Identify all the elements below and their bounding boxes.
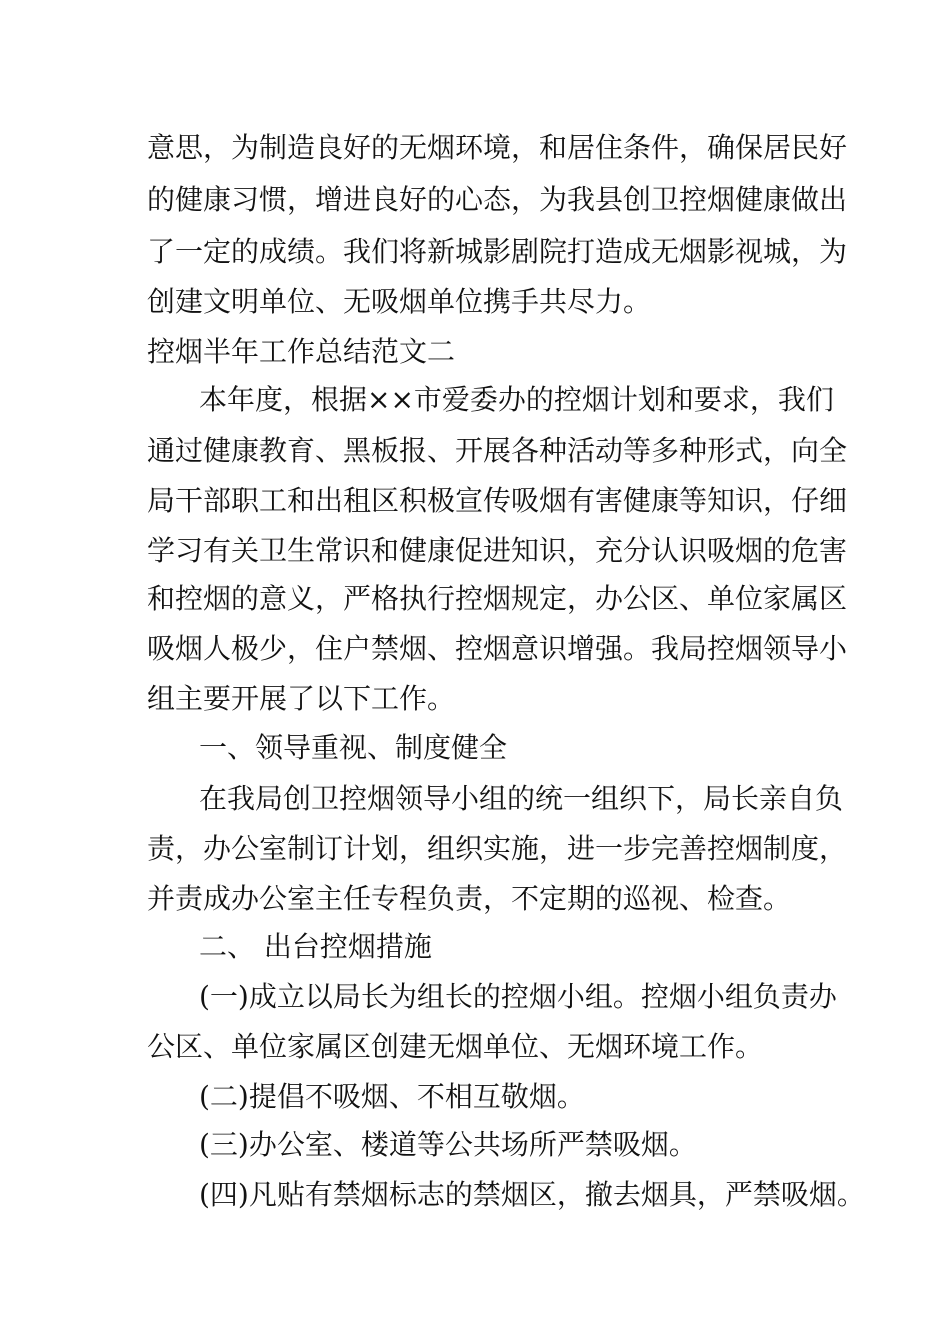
list-item: (四)凡贴有禁烟标志的禁烟区，撤去烟具，严禁吸烟。 (199, 1178, 865, 1211)
section-heading: 控烟半年工作总结范文二 (147, 335, 456, 368)
text-line: 和控烟的意义，严格执行控烟规定，办公区、单位家属区 (147, 582, 848, 615)
text-line: 公区、单位家属区创建无烟单位、无烟环境工作。 (147, 1030, 764, 1063)
text-line: 学习有关卫生常识和健康促进知识，充分认识吸烟的危害 (147, 534, 848, 567)
text-line: 的健康习惯，增进良好的心态，为我县创卫控烟健康做出 (147, 183, 848, 216)
text-line: 责，办公室制订计划，组织实施，进一步完善控烟制度， (147, 832, 848, 865)
text-line: 吸烟人极少，住户禁烟、控烟意识增强。我局控烟领导小 (147, 632, 848, 665)
list-item: (二)提倡不吸烟、不相互敬烟。 (199, 1080, 585, 1113)
list-item: (一)成立以局长为组长的控烟小组。控烟小组负责办 (199, 980, 837, 1013)
text-line: 创建文明单位、无吸烟单位携手共尽力。 (147, 285, 652, 318)
text-line: 意思，为制造良好的无烟环境，和居住条件，确保居民好 (147, 131, 848, 164)
subsection-heading: 一、领导重视、制度健全 (199, 731, 508, 764)
paragraph-first-line: 本年度，根据××市爱委办的控烟计划和要求，我们 (199, 383, 834, 416)
text-line: 并责成办公室主任专程负责，不定期的巡视、检查。 (147, 882, 792, 915)
subsection-heading: 二、 出台控烟措施 (199, 930, 432, 963)
text-line: 局干部职工和出租区积极宣传吸烟有害健康等知识，仔细 (147, 484, 848, 517)
text-line: 组主要开展了以下工作。 (147, 682, 456, 715)
paragraph-first-line: 在我局创卫控烟领导小组的统一组织下，局长亲自负 (199, 782, 844, 815)
text-line: 通过健康教育、黑板报、开展各种活动等多种形式，向全 (147, 434, 848, 467)
text-line: 了一定的成绩。我们将新城影剧院打造成无烟影视城，为 (147, 235, 848, 268)
list-item: (三)办公室、楼道等公共场所严禁吸烟。 (199, 1128, 697, 1161)
